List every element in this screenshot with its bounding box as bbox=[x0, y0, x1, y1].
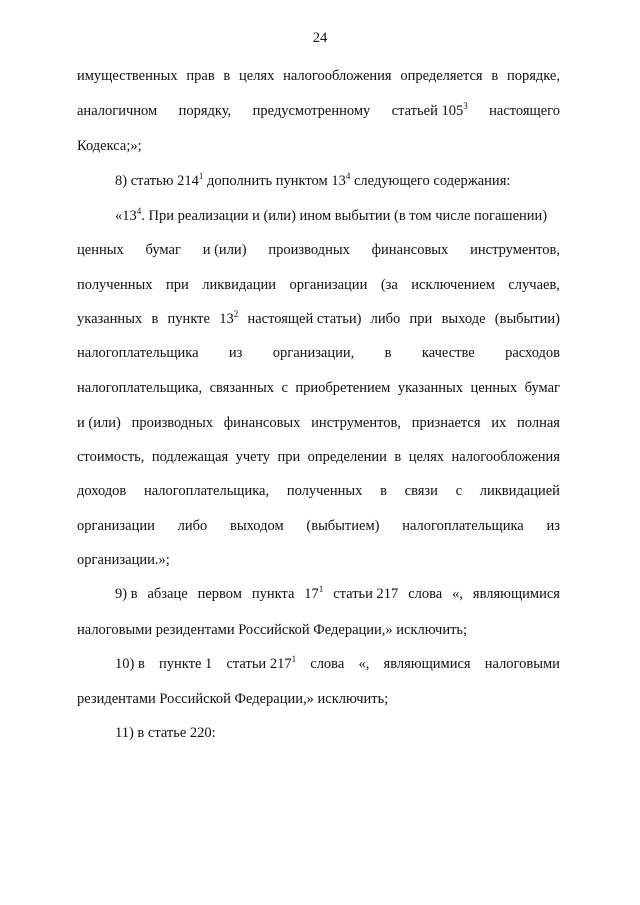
word: исключением bbox=[411, 277, 495, 293]
text-line-12 bbox=[77, 447, 560, 467]
word: в bbox=[394, 449, 402, 465]
word: с bbox=[455, 483, 463, 499]
text-line-13 bbox=[77, 481, 560, 501]
text-segment: . При реализации и (или) ином выбытии (в том числе погашении) bbox=[141, 208, 548, 224]
word: финансовых bbox=[371, 242, 449, 258]
word: 13 bbox=[219, 311, 234, 327]
word: пункта bbox=[251, 586, 295, 602]
word: приобретением bbox=[295, 380, 391, 396]
word: бумаг bbox=[145, 242, 181, 258]
word: пункте bbox=[167, 311, 210, 327]
word: в bbox=[223, 68, 231, 84]
word: в bbox=[491, 68, 499, 84]
word: абзаце bbox=[147, 586, 188, 602]
word: 17 bbox=[304, 586, 319, 602]
word: настоящего bbox=[489, 103, 560, 119]
word: (выбытием) bbox=[306, 518, 380, 534]
word: налогоплательщика, bbox=[77, 380, 203, 396]
superscript: 4 bbox=[136, 206, 142, 216]
word: выходе bbox=[441, 311, 486, 327]
word: налогообложения bbox=[451, 449, 560, 465]
text-line-19: резидентами Российской Федерации,» исключить; bbox=[77, 691, 389, 707]
word: выходом bbox=[229, 518, 284, 534]
word: указанных bbox=[397, 380, 464, 396]
word: и (или) bbox=[202, 242, 247, 258]
word: определении bbox=[307, 449, 387, 465]
word: статьи bbox=[226, 656, 267, 672]
superscript: 2 bbox=[233, 309, 239, 319]
word: либо bbox=[370, 311, 401, 327]
word: при bbox=[277, 449, 301, 465]
word: полученных bbox=[77, 277, 153, 293]
word: налоговыми bbox=[484, 656, 560, 672]
word: ценных bbox=[470, 380, 518, 396]
word: связи bbox=[404, 483, 438, 499]
word: случаев, bbox=[508, 277, 560, 293]
word: аналогичном bbox=[77, 103, 158, 119]
word: полученных bbox=[286, 483, 363, 499]
word: предусмотренному bbox=[252, 103, 371, 119]
word-with-superscript bbox=[226, 654, 296, 674]
text-line-18 bbox=[115, 654, 560, 674]
word: 9) в bbox=[115, 586, 138, 602]
superscript: 1 bbox=[198, 171, 204, 181]
text-segment: «13 bbox=[115, 208, 137, 224]
word: производных bbox=[131, 415, 214, 431]
word: слова bbox=[408, 586, 443, 602]
text-line-20: 11) в статье 220: bbox=[115, 725, 216, 741]
word: организации, bbox=[272, 345, 355, 361]
word: являющимися bbox=[472, 586, 560, 602]
text-line-1 bbox=[77, 66, 560, 86]
word: доходов bbox=[77, 483, 127, 499]
word: «, bbox=[452, 586, 464, 602]
word: порядке, bbox=[506, 68, 560, 84]
text-line-4 bbox=[115, 171, 560, 191]
text-line-8 bbox=[77, 309, 560, 329]
word: 10) в bbox=[115, 656, 145, 672]
word: указанных bbox=[77, 311, 143, 327]
word: налогоплательщика bbox=[77, 345, 199, 361]
word: налогоплательщика, bbox=[143, 483, 270, 499]
text-line-9 bbox=[77, 343, 560, 363]
text-line-11 bbox=[77, 413, 560, 433]
word: являющимися bbox=[383, 656, 471, 672]
word: настоящей статьи) bbox=[247, 311, 362, 327]
word: организации bbox=[289, 277, 368, 293]
word: в bbox=[384, 345, 392, 361]
word: 217 bbox=[269, 656, 292, 672]
word: учету bbox=[235, 449, 271, 465]
text-segment: дополнить пунктом 13 bbox=[203, 173, 346, 189]
text-line-14 bbox=[77, 516, 560, 536]
word: прав bbox=[186, 68, 215, 84]
text-line-15: организации.»; bbox=[77, 552, 170, 568]
text-segment: следующего содержания: bbox=[350, 173, 511, 189]
word-with-superscript bbox=[219, 309, 238, 329]
word: их bbox=[491, 415, 507, 431]
page-number: 24 bbox=[312, 30, 328, 46]
word: инструментов, bbox=[470, 242, 560, 258]
text-line-16 bbox=[115, 584, 560, 604]
text-segment: 8) статью 214 bbox=[115, 173, 199, 189]
word: слова bbox=[310, 656, 345, 672]
word: из bbox=[546, 518, 560, 534]
word: определяется bbox=[400, 68, 483, 84]
word: либо bbox=[177, 518, 208, 534]
word: ценных bbox=[77, 242, 124, 258]
word: в bbox=[151, 311, 159, 327]
word: из bbox=[228, 345, 243, 361]
text-line-17: налоговыми резидентами Российской Федерации,» исключить; bbox=[77, 622, 468, 638]
word: ликвидацией bbox=[479, 483, 560, 499]
word: ликвидации bbox=[202, 277, 277, 293]
word: в bbox=[380, 483, 387, 499]
word-with-superscript bbox=[392, 101, 468, 121]
word: качестве bbox=[421, 345, 475, 361]
word: финансовых bbox=[223, 415, 301, 431]
word: целях bbox=[408, 449, 445, 465]
word: имущественных bbox=[77, 68, 178, 84]
word: (выбытии) bbox=[494, 311, 560, 327]
word: организации bbox=[77, 518, 155, 534]
superscript: 4 bbox=[345, 171, 351, 181]
text-line-5 bbox=[115, 206, 560, 226]
word: целях bbox=[239, 68, 275, 84]
text-line-7 bbox=[77, 275, 560, 295]
word: расходов bbox=[505, 345, 560, 361]
word: «, bbox=[358, 656, 370, 672]
word: признается bbox=[411, 415, 481, 431]
text-line-3: Кодекса;»; bbox=[77, 138, 142, 154]
word: (за bbox=[380, 277, 398, 293]
superscript: 1 bbox=[318, 584, 324, 594]
word: при bbox=[166, 277, 189, 293]
word: и (или) bbox=[77, 415, 121, 431]
word: бумаг bbox=[524, 380, 560, 396]
word: статьей 105 bbox=[391, 103, 464, 119]
word: при bbox=[409, 311, 433, 327]
word: инструментов, bbox=[311, 415, 401, 431]
word-with-superscript bbox=[304, 584, 323, 604]
text-line-10 bbox=[77, 378, 560, 398]
text-line-2 bbox=[77, 101, 560, 121]
superscript: 3 bbox=[463, 101, 468, 111]
word: налогоплательщика bbox=[402, 518, 524, 534]
word: стоимость, bbox=[77, 449, 145, 465]
word: статьи 217 bbox=[333, 586, 399, 602]
word: с bbox=[281, 380, 288, 396]
word: пункте 1 bbox=[159, 656, 213, 672]
word: порядку, bbox=[178, 103, 232, 119]
word: подлежащая bbox=[151, 449, 229, 465]
word: первом bbox=[197, 586, 242, 602]
superscript: 1 bbox=[291, 654, 297, 664]
word: полная bbox=[517, 415, 560, 431]
text-line-6 bbox=[77, 240, 560, 260]
word: связанных bbox=[209, 380, 275, 396]
word: налогообложения bbox=[283, 68, 392, 84]
word: производных bbox=[268, 242, 350, 258]
